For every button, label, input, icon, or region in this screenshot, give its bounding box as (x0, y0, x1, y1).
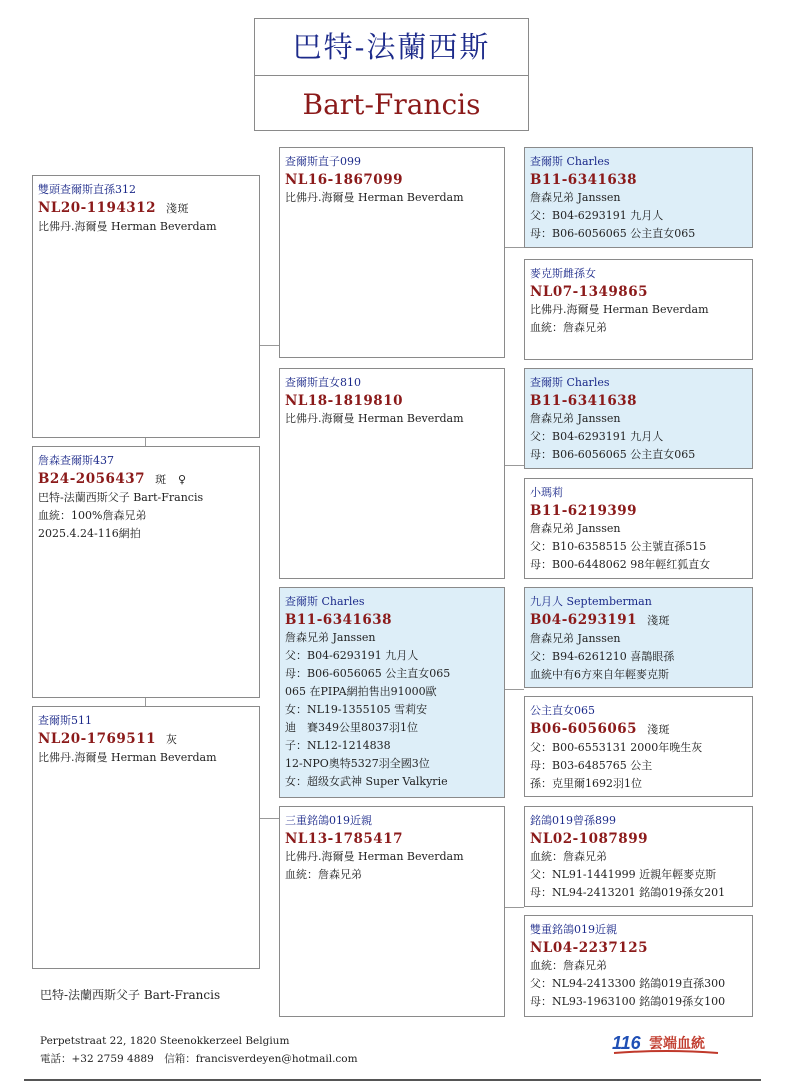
pigeon-name: 小瑪莉 (530, 486, 563, 499)
info-line: 父：NL94-2413300 銘鴿019直孫300 (530, 977, 726, 990)
info-line: 巴特-法蘭西斯父子 Bart-Francis (38, 491, 204, 504)
logo-number: 116 (612, 1033, 641, 1053)
info-line: 父：B10-6358515 公主號直孫515 (530, 540, 707, 553)
info-line: 血統：詹森兄弟 (285, 868, 362, 881)
info-line: 父：B94-6261210 喜鵲眼孫 (530, 650, 675, 663)
connector-line (504, 465, 524, 466)
breeder-contact (40, 1032, 358, 1068)
feather-color: 淺斑 (647, 723, 671, 736)
feather-color: 淺斑 (647, 614, 671, 627)
dam-card (32, 706, 260, 969)
ring-number: NL20-1194312 淺斑 (38, 200, 189, 216)
info-line: 065 在PIPA網拍售出91000歐 (285, 685, 437, 698)
connector-line (504, 247, 524, 248)
address-line: Perpetstraat 22, 1820 Steenokkerzeel Belgium (40, 1035, 290, 1047)
ring-number: B11-6341638 (285, 612, 393, 628)
breeder-name: 巴特-法蘭西斯父子 Bart-Francis (40, 988, 221, 1002)
info-line: 迪 賽349公里8037羽1位 (285, 721, 418, 734)
pigeon-name: 雙頭查爾斯直孫312 (38, 183, 136, 196)
info-line: 父：NL91-1441999 近親年輕麥克斯 (530, 868, 717, 881)
gen3-card-8 (524, 915, 753, 1017)
ring-number: NL04-2237125 (530, 940, 648, 956)
info-line: 子：NL12-1214838 (285, 739, 391, 752)
ring-number: B11-6341638 (530, 172, 638, 188)
pigeon-name: 查爾斯511 (38, 714, 92, 727)
connector-line (504, 689, 524, 690)
ring-number: NL02-1087899 (530, 831, 648, 847)
info-line: 女：NL19-1355105 雪莉安 (285, 703, 428, 716)
info-line: 母：NL93-1963100 銘鴿019孫女100 (530, 995, 726, 1008)
gen3-card-3 (524, 368, 753, 469)
info-line: 詹森兄弟 Janssen (530, 412, 621, 425)
connector-line (504, 907, 524, 908)
pigeon-name: 雙重銘鴿019近親 (530, 923, 617, 936)
info-line: 詹森兄弟 Janssen (285, 631, 376, 644)
info-line: 母：B06-6056065 公主直女065 (530, 227, 696, 240)
pigeon-name: 三重銘鴿019近親 (285, 814, 372, 827)
bottom-rule (24, 1079, 761, 1081)
info-line: 父：B00-6553131 2000年晚生灰 (530, 741, 703, 754)
ring-number: B24-2056437 斑 ♀ (38, 471, 187, 487)
pigeon-name: 公主直女065 (530, 704, 595, 717)
feather-color: 淺斑 (165, 202, 189, 215)
info-line: 母：B00-6448062 98年輕红狐直女 (530, 558, 711, 571)
subject-card (32, 446, 260, 698)
pigeon-name: 詹森查爾斯437 (38, 454, 114, 467)
pigeon-name: 查爾斯 Charles (530, 155, 610, 168)
gen2-card-1 (279, 147, 505, 358)
contact-line: 電話：+32 2759 4889 信箱：francisverdeyen@hotmail.com (40, 1053, 358, 1065)
gen3-card-7 (524, 806, 753, 907)
info-line: 孫：克里爾1692羽1位 (530, 777, 642, 790)
info-line: 比佛丹.海爾曼 Herman Beverdam (285, 850, 464, 863)
info-line: 血統：100%詹森兄弟 (38, 509, 147, 522)
ring-number: B11-6219399 (530, 503, 638, 519)
info-line: 比佛丹.海爾曼 Herman Beverdam (285, 191, 464, 204)
connector-line (145, 437, 146, 446)
info-line: 血統中有6方來自年輕麥克斯 (530, 668, 669, 681)
feather-color-sex: 斑 ♀ (155, 473, 187, 486)
gen2-card-2 (279, 368, 505, 579)
info-line: 母：NL94-2413201 銘鴿019孫女201 (530, 886, 726, 899)
pigeon-name: 銘鴿019曾孫899 (530, 814, 616, 827)
gen3-card-2 (524, 259, 753, 360)
sire-card (32, 175, 260, 438)
gen3-card-1 (524, 147, 753, 248)
gen3-card-5 (524, 587, 753, 688)
pigeon-name: 查爾斯直子099 (285, 155, 361, 168)
title-english: Bart-Francis (302, 88, 481, 121)
info-line: 詹森兄弟 Janssen (530, 191, 621, 204)
info-line: 12-NPO奧特5327羽全國3位 (285, 757, 430, 770)
ring-number: NL20-1769511 灰 (38, 731, 178, 747)
ring-number: B11-6341638 (530, 393, 638, 409)
info-line: 血統：詹森兄弟 (530, 959, 607, 972)
gen3-card-4 (524, 478, 753, 579)
feather-color: 灰 (165, 733, 178, 746)
gen2-card-3 (279, 587, 505, 798)
info-line: 比佛丹.海爾曼 Herman Beverdam (285, 412, 464, 425)
info-line: 血統：詹森兄弟 (530, 321, 607, 334)
pigeon-name: 查爾斯直女810 (285, 376, 361, 389)
info-line: 父：B04-6293191 九月人 (530, 430, 664, 443)
info-line: 母：B03-6485765 公主 (530, 759, 653, 772)
ring-number: NL13-1785417 (285, 831, 403, 847)
pigeon-name: 查爾斯 Charles (285, 595, 365, 608)
ring-number: NL07-1349865 (530, 284, 648, 300)
pigeon-name: 麥克斯雌孫女 (530, 267, 596, 280)
info-line: 父：B04-6293191 九月人 (530, 209, 664, 222)
connector-line (145, 697, 146, 706)
pigeon-name: 查爾斯 Charles (530, 376, 610, 389)
ring-number: NL18-1819810 (285, 393, 403, 409)
pigeon-name: 九月人 Septemberman (530, 595, 652, 608)
info-line: 詹森兄弟 Janssen (530, 632, 621, 645)
info-line: 女：超级女武神 Super Valkyrie (285, 775, 448, 788)
info-line: 父：B04-6293191 九月人 (285, 649, 419, 662)
ring-number: NL16-1867099 (285, 172, 403, 188)
cloud-pedigree-logo (612, 1031, 722, 1057)
logo-swoosh (614, 1051, 718, 1053)
info-line: 比佛丹.海爾曼 Herman Beverdam (530, 303, 709, 316)
logo-text: 雲端血統 (649, 1036, 705, 1052)
info-line: 詹森兄弟 Janssen (530, 522, 621, 535)
title-chinese: 巴特-法蘭西斯 (255, 19, 528, 76)
info-line: 母：B06-6056065 公主直女065 (530, 448, 696, 461)
gen3-card-6 (524, 696, 753, 797)
info-line: 比佛丹.海爾曼 Herman Beverdam (38, 220, 217, 233)
connector-line (259, 345, 279, 346)
info-line: 2025.4.24-116網拍 (38, 527, 141, 540)
info-line: 比佛丹.海爾曼 Herman Beverdam (38, 751, 217, 764)
connector-line (259, 818, 279, 819)
ring-number: B04-6293191 淺斑 (530, 612, 671, 628)
info-line: 血統：詹森兄弟 (530, 850, 607, 863)
info-line: 母：B06-6056065 公主直女065 (285, 667, 451, 680)
gen2-card-4 (279, 806, 505, 1017)
ring-number: B06-6056065 淺斑 (530, 721, 671, 737)
pedigree-title (254, 18, 529, 131)
